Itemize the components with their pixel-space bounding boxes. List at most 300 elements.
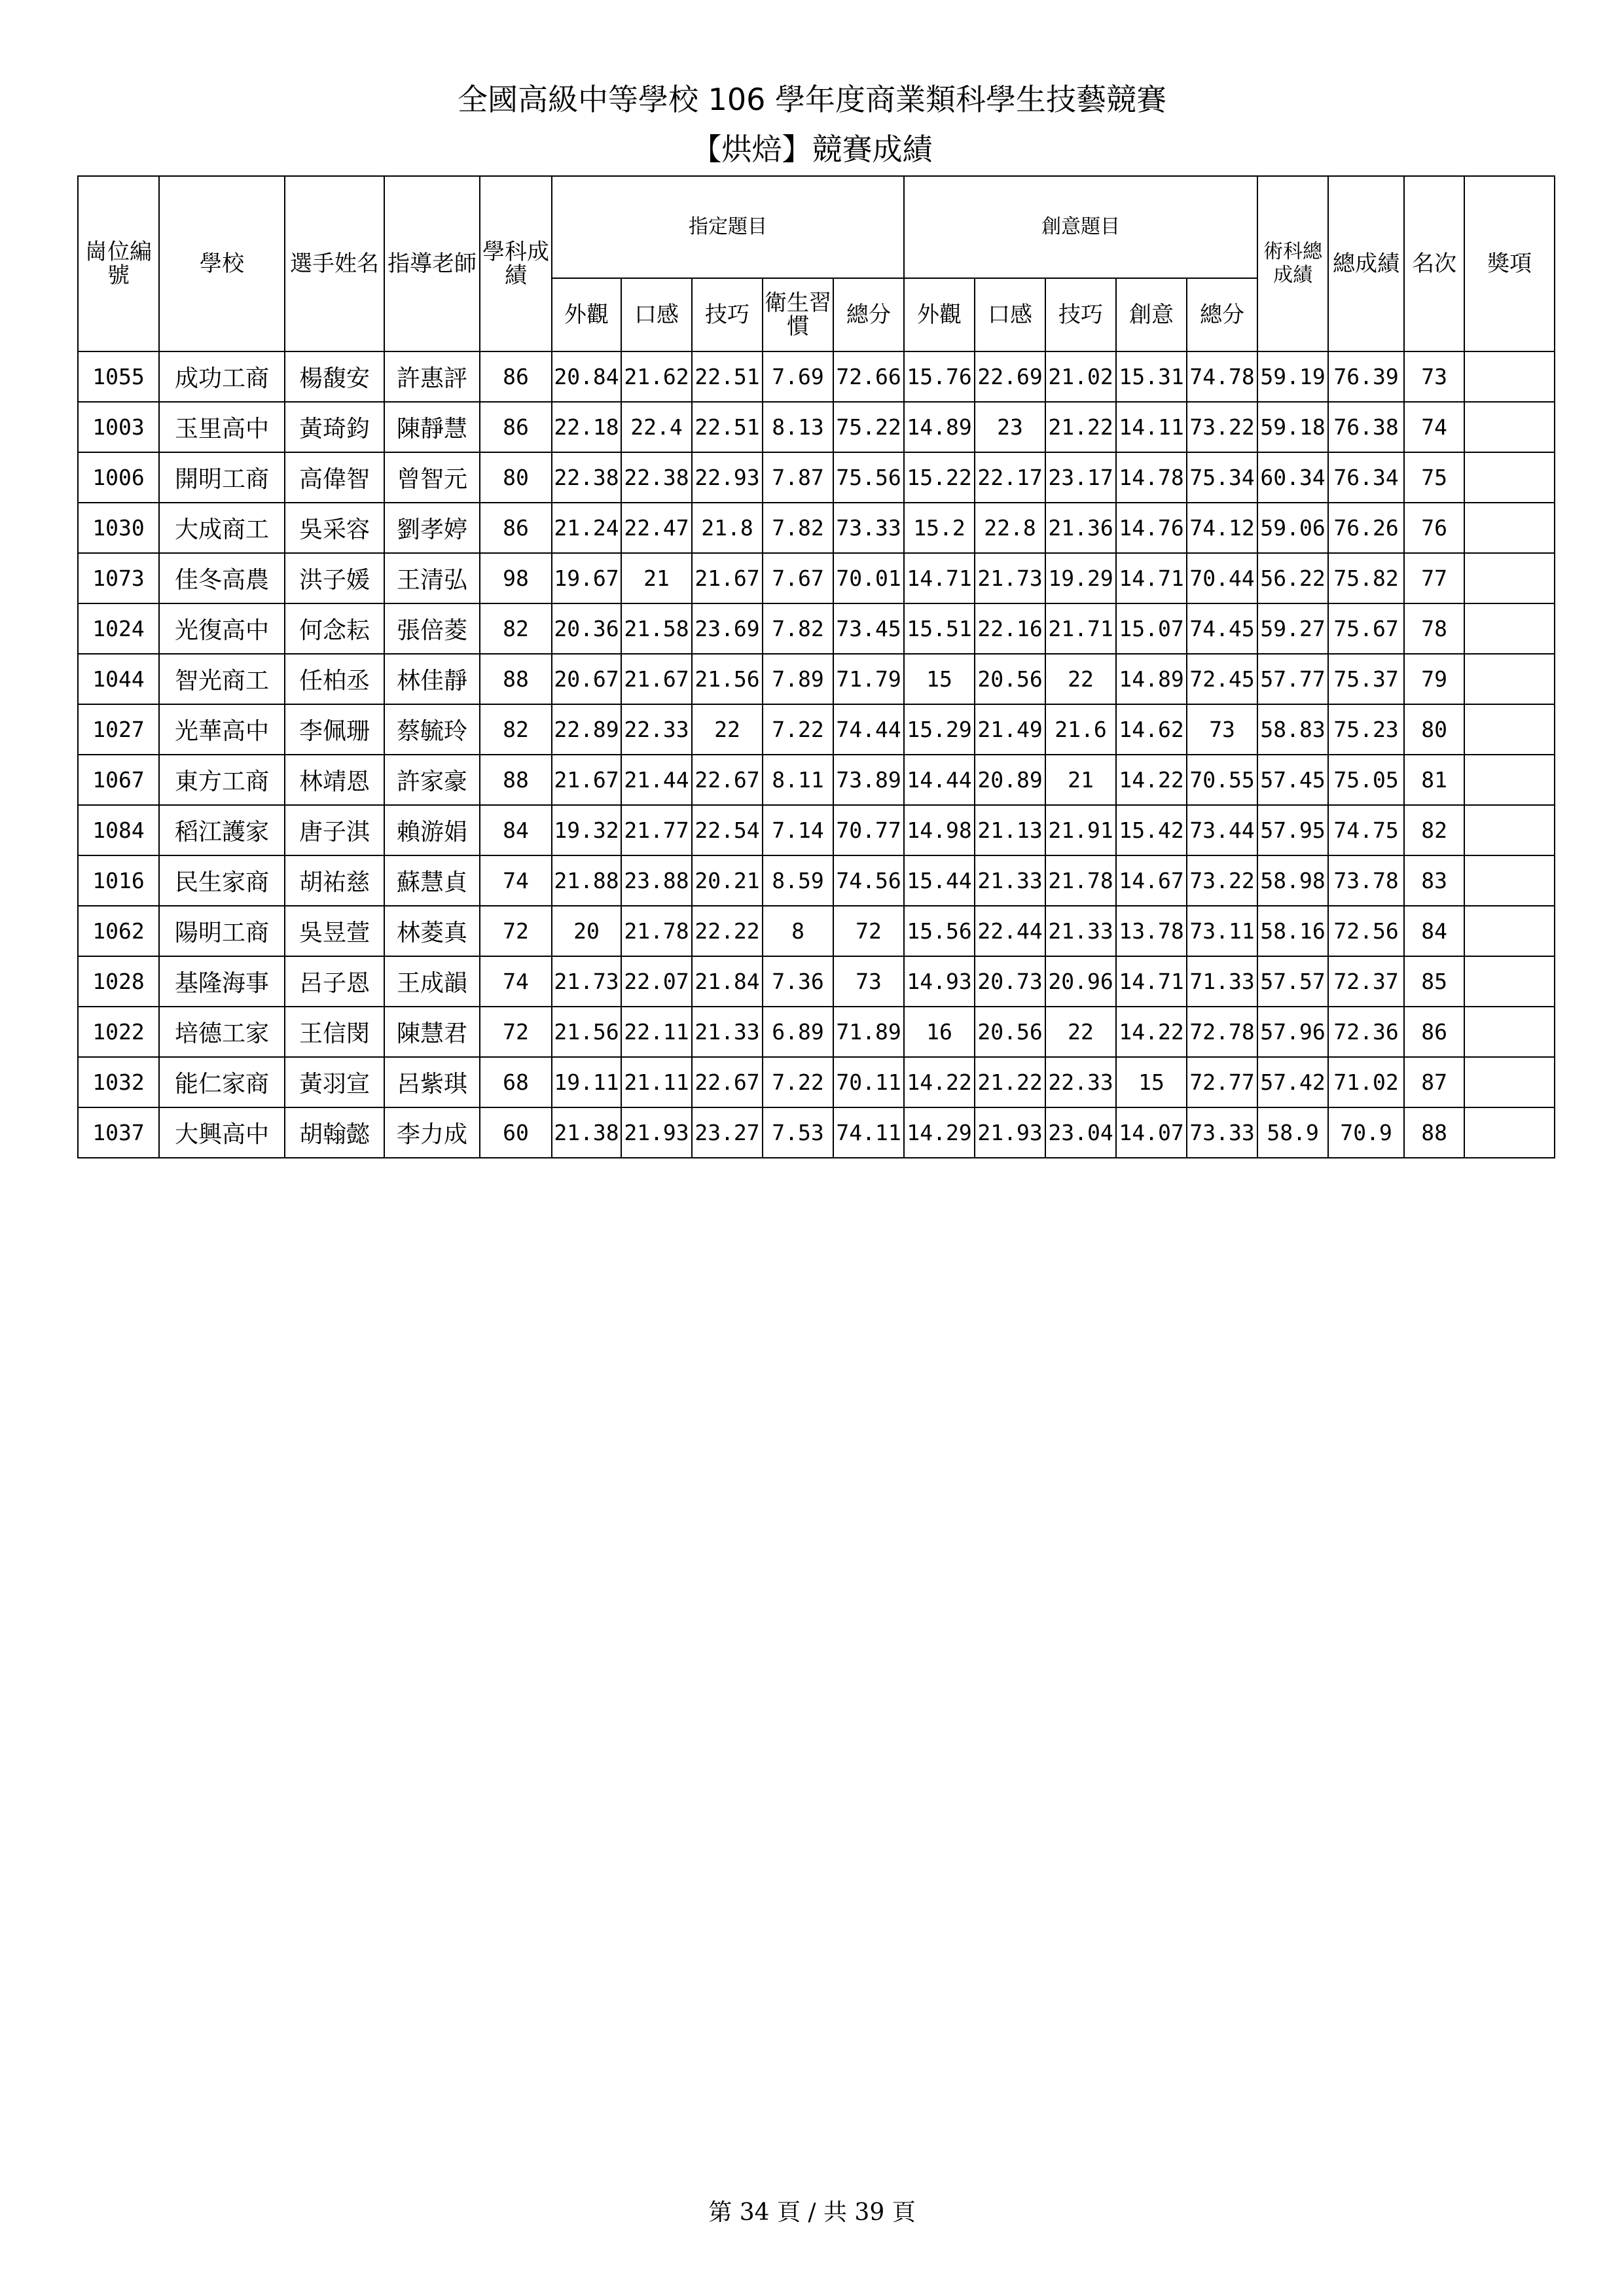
- cell-a-subtotal: 73.33: [833, 503, 904, 553]
- cell-school: 光復高中: [159, 603, 285, 654]
- cell-school: 能仁家商: [159, 1057, 285, 1107]
- cell-a-hygiene: 7.36: [763, 956, 833, 1007]
- cell-total: 75.23: [1328, 704, 1404, 755]
- cell-technical-total: 58.9: [1257, 1107, 1328, 1158]
- cell-total: 75.82: [1328, 553, 1404, 603]
- cell-c-subtotal: 73.22: [1187, 855, 1257, 906]
- cell-technical-total: 57.42: [1257, 1057, 1328, 1107]
- cell-c-taste: 20.89: [975, 755, 1045, 805]
- cell-a-appearance: 21.38: [552, 1107, 621, 1158]
- cell-c-subtotal: 74.12: [1187, 503, 1257, 553]
- cell-rank: 80: [1404, 704, 1464, 755]
- cell-c-subtotal: 70.44: [1187, 553, 1257, 603]
- cell-c-appearance: 15.76: [904, 351, 975, 402]
- cell-a-taste: 21.44: [621, 755, 692, 805]
- cell-academic: 80: [480, 452, 552, 503]
- cell-a-appearance: 20.36: [552, 603, 621, 654]
- table-row: [78, 603, 1555, 654]
- cell-c-creativity: 14.62: [1116, 704, 1187, 755]
- cell-school: 成功工商: [159, 351, 285, 402]
- cell-teacher: 林佳靜: [384, 654, 480, 704]
- cell-station: 1032: [78, 1057, 159, 1107]
- cell-total: 75.05: [1328, 755, 1404, 805]
- cell-c-skill: 23.04: [1045, 1107, 1116, 1158]
- cell-student: 李佩珊: [285, 704, 384, 755]
- cell-c-skill: 22: [1045, 1007, 1116, 1057]
- cell-c-taste: 21.93: [975, 1107, 1045, 1158]
- cell-c-appearance: 15.51: [904, 603, 975, 654]
- cell-technical-total: 58.16: [1257, 906, 1328, 956]
- cell-c-taste: 22.44: [975, 906, 1045, 956]
- cell-c-subtotal: 73.44: [1187, 805, 1257, 855]
- header-academic: 學科成績: [480, 176, 552, 351]
- cell-a-hygiene: 7.67: [763, 553, 833, 603]
- table-row: [78, 402, 1555, 452]
- cell-technical-total: 59.06: [1257, 503, 1328, 553]
- cell-a-skill: 21.33: [692, 1007, 763, 1057]
- cell-a-skill: 23.69: [692, 603, 763, 654]
- cell-a-hygiene: 7.53: [763, 1107, 833, 1158]
- cell-award: [1464, 351, 1555, 402]
- header-student: 選手姓名: [285, 176, 384, 351]
- cell-c-appearance: 14.22: [904, 1057, 975, 1107]
- cell-academic: 68: [480, 1057, 552, 1107]
- cell-a-taste: 21.58: [621, 603, 692, 654]
- cell-c-appearance: 14.29: [904, 1107, 975, 1158]
- page-footer: 第 34 頁 / 共 39 頁: [708, 2199, 916, 2226]
- cell-a-appearance: 21.73: [552, 956, 621, 1007]
- cell-a-appearance: 21.24: [552, 503, 621, 553]
- header-a-hygiene: 衛生習慣: [763, 278, 833, 351]
- cell-award: [1464, 805, 1555, 855]
- cell-a-hygiene: 7.82: [763, 503, 833, 553]
- cell-award: [1464, 1007, 1555, 1057]
- cell-award: [1464, 553, 1555, 603]
- cell-c-subtotal: 73.33: [1187, 1107, 1257, 1158]
- cell-station: 1003: [78, 402, 159, 452]
- table-row: [78, 956, 1555, 1007]
- cell-c-taste: 22.17: [975, 452, 1045, 503]
- cell-a-hygiene: 7.82: [763, 603, 833, 654]
- cell-student: 胡祐慈: [285, 855, 384, 906]
- cell-total: 76.26: [1328, 503, 1404, 553]
- cell-a-taste: 22.33: [621, 704, 692, 755]
- cell-school: 基隆海事: [159, 956, 285, 1007]
- cell-c-skill: 21.91: [1045, 805, 1116, 855]
- cell-c-appearance: 14.98: [904, 805, 975, 855]
- cell-a-hygiene: 8.11: [763, 755, 833, 805]
- cell-a-hygiene: 8.59: [763, 855, 833, 906]
- cell-technical-total: 60.34: [1257, 452, 1328, 503]
- cell-teacher: 王清弘: [384, 553, 480, 603]
- header-total: 總成績: [1328, 176, 1404, 351]
- cell-academic: 86: [480, 402, 552, 452]
- cell-c-creativity: 14.07: [1116, 1107, 1187, 1158]
- cell-technical-total: 57.57: [1257, 956, 1328, 1007]
- cell-a-skill: 22.51: [692, 402, 763, 452]
- cell-a-taste: 22.38: [621, 452, 692, 503]
- cell-academic: 86: [480, 503, 552, 553]
- cell-c-subtotal: 70.55: [1187, 755, 1257, 805]
- header-rank: 名次: [1404, 176, 1464, 351]
- cell-a-skill: 22.67: [692, 755, 763, 805]
- cell-a-subtotal: 74.44: [833, 704, 904, 755]
- cell-station: 1084: [78, 805, 159, 855]
- cell-teacher: 李力成: [384, 1107, 480, 1158]
- cell-station: 1027: [78, 704, 159, 755]
- cell-student: 林靖恩: [285, 755, 384, 805]
- header-award: 獎項: [1464, 176, 1555, 351]
- cell-total: 76.39: [1328, 351, 1404, 402]
- cell-c-taste: 21.22: [975, 1057, 1045, 1107]
- cell-station: 1055: [78, 351, 159, 402]
- cell-rank: 77: [1404, 553, 1464, 603]
- cell-c-skill: 21.78: [1045, 855, 1116, 906]
- cell-academic: 72: [480, 906, 552, 956]
- cell-technical-total: 58.98: [1257, 855, 1328, 906]
- cell-c-taste: 21.49: [975, 704, 1045, 755]
- cell-a-appearance: 20.67: [552, 654, 621, 704]
- cell-c-taste: 20.56: [975, 1007, 1045, 1057]
- cell-c-creativity: 14.89: [1116, 654, 1187, 704]
- cell-c-appearance: 15: [904, 654, 975, 704]
- cell-teacher: 陳靜慧: [384, 402, 480, 452]
- cell-school: 培德工家: [159, 1007, 285, 1057]
- cell-academic: 72: [480, 1007, 552, 1057]
- cell-c-subtotal: 72.45: [1187, 654, 1257, 704]
- cell-a-hygiene: 7.22: [763, 1057, 833, 1107]
- cell-a-taste: 21.78: [621, 906, 692, 956]
- cell-c-subtotal: 75.34: [1187, 452, 1257, 503]
- cell-school: 玉里高中: [159, 402, 285, 452]
- cell-academic: 74: [480, 956, 552, 1007]
- cell-c-skill: 21.71: [1045, 603, 1116, 654]
- cell-technical-total: 59.19: [1257, 351, 1328, 402]
- header-technical-total: 術科總成績: [1257, 176, 1328, 351]
- cell-technical-total: 59.27: [1257, 603, 1328, 654]
- cell-c-skill: 21.6: [1045, 704, 1116, 755]
- cell-student: 吳采容: [285, 503, 384, 553]
- cell-c-creativity: 15.31: [1116, 351, 1187, 402]
- header-station: 崗位編號: [78, 176, 159, 351]
- cell-total: 75.37: [1328, 654, 1404, 704]
- cell-award: [1464, 704, 1555, 755]
- cell-a-appearance: 19.11: [552, 1057, 621, 1107]
- cell-a-subtotal: 72.66: [833, 351, 904, 402]
- cell-station: 1006: [78, 452, 159, 503]
- cell-station: 1073: [78, 553, 159, 603]
- cell-a-subtotal: 70.77: [833, 805, 904, 855]
- cell-academic: 74: [480, 855, 552, 906]
- cell-teacher: 曾智元: [384, 452, 480, 503]
- cell-c-subtotal: 74.78: [1187, 351, 1257, 402]
- cell-a-skill: 22.22: [692, 906, 763, 956]
- cell-a-taste: 22.07: [621, 956, 692, 1007]
- table-row: [78, 704, 1555, 755]
- cell-total: 75.67: [1328, 603, 1404, 654]
- cell-a-subtotal: 74.11: [833, 1107, 904, 1158]
- cell-c-skill: 21.36: [1045, 503, 1116, 553]
- cell-station: 1024: [78, 603, 159, 654]
- cell-student: 黃琦鈞: [285, 402, 384, 452]
- cell-station: 1067: [78, 755, 159, 805]
- cell-c-subtotal: 74.45: [1187, 603, 1257, 654]
- cell-a-skill: 23.27: [692, 1107, 763, 1158]
- cell-academic: 82: [480, 704, 552, 755]
- cell-a-appearance: 22.89: [552, 704, 621, 755]
- cell-a-subtotal: 75.56: [833, 452, 904, 503]
- cell-academic: 88: [480, 755, 552, 805]
- cell-a-appearance: 22.38: [552, 452, 621, 503]
- cell-c-creativity: 15.07: [1116, 603, 1187, 654]
- cell-c-creativity: 14.22: [1116, 755, 1187, 805]
- cell-rank: 86: [1404, 1007, 1464, 1057]
- cell-school: 大興高中: [159, 1107, 285, 1158]
- cell-school: 民生家商: [159, 855, 285, 906]
- cell-a-appearance: 19.67: [552, 553, 621, 603]
- cell-rank: 88: [1404, 1107, 1464, 1158]
- cell-a-taste: 21: [621, 553, 692, 603]
- cell-c-creativity: 14.22: [1116, 1007, 1187, 1057]
- cell-award: [1464, 956, 1555, 1007]
- cell-a-subtotal: 74.56: [833, 855, 904, 906]
- table-row: [78, 755, 1555, 805]
- table-row: [78, 906, 1555, 956]
- cell-c-appearance: 15.29: [904, 704, 975, 755]
- cell-rank: 81: [1404, 755, 1464, 805]
- cell-a-appearance: 21.88: [552, 855, 621, 906]
- cell-rank: 76: [1404, 503, 1464, 553]
- cell-student: 楊馥安: [285, 351, 384, 402]
- page-subtitle: 【烘焙】競賽成績: [691, 132, 933, 167]
- cell-rank: 82: [1404, 805, 1464, 855]
- cell-academic: 82: [480, 603, 552, 654]
- cell-school: 光華高中: [159, 704, 285, 755]
- cell-station: 1037: [78, 1107, 159, 1158]
- cell-teacher: 張倍菱: [384, 603, 480, 654]
- table-row: [78, 855, 1555, 906]
- cell-teacher: 賴游娟: [384, 805, 480, 855]
- cell-teacher: 許家豪: [384, 755, 480, 805]
- cell-award: [1464, 503, 1555, 553]
- header-c-taste: 口感: [975, 278, 1045, 351]
- cell-a-subtotal: 73.89: [833, 755, 904, 805]
- cell-c-appearance: 14.71: [904, 553, 975, 603]
- cell-total: 72.36: [1328, 1007, 1404, 1057]
- cell-c-subtotal: 72.77: [1187, 1057, 1257, 1107]
- cell-a-appearance: 20.84: [552, 351, 621, 402]
- cell-station: 1044: [78, 654, 159, 704]
- cell-a-subtotal: 73.45: [833, 603, 904, 654]
- cell-a-skill: 22: [692, 704, 763, 755]
- cell-rank: 73: [1404, 351, 1464, 402]
- cell-student: 黃羽宣: [285, 1057, 384, 1107]
- cell-technical-total: 57.45: [1257, 755, 1328, 805]
- cell-a-subtotal: 71.89: [833, 1007, 904, 1057]
- cell-award: [1464, 1107, 1555, 1158]
- cell-c-creativity: 14.78: [1116, 452, 1187, 503]
- cell-a-skill: 20.21: [692, 855, 763, 906]
- cell-student: 洪子媛: [285, 553, 384, 603]
- cell-a-taste: 23.88: [621, 855, 692, 906]
- cell-award: [1464, 906, 1555, 956]
- cell-a-hygiene: 7.89: [763, 654, 833, 704]
- cell-school: 開明工商: [159, 452, 285, 503]
- cell-station: 1016: [78, 855, 159, 906]
- cell-a-appearance: 21.67: [552, 755, 621, 805]
- cell-a-skill: 21.84: [692, 956, 763, 1007]
- cell-c-appearance: 15.56: [904, 906, 975, 956]
- cell-total: 76.34: [1328, 452, 1404, 503]
- header-c-skill: 技巧: [1045, 278, 1116, 351]
- cell-total: 70.9: [1328, 1107, 1404, 1158]
- cell-c-creativity: 14.71: [1116, 956, 1187, 1007]
- cell-c-taste: 22.16: [975, 603, 1045, 654]
- cell-c-skill: 21.22: [1045, 402, 1116, 452]
- cell-teacher: 劉孝婷: [384, 503, 480, 553]
- cell-student: 王信閔: [285, 1007, 384, 1057]
- cell-a-subtotal: 72: [833, 906, 904, 956]
- header-teacher: 指導老師: [384, 176, 480, 351]
- cell-a-hygiene: 7.22: [763, 704, 833, 755]
- cell-a-subtotal: 73: [833, 956, 904, 1007]
- cell-total: 72.56: [1328, 906, 1404, 956]
- cell-station: 1022: [78, 1007, 159, 1057]
- cell-school: 東方工商: [159, 755, 285, 805]
- table-row: [78, 1057, 1555, 1107]
- cell-rank: 78: [1404, 603, 1464, 654]
- cell-c-skill: 20.96: [1045, 956, 1116, 1007]
- cell-a-taste: 21.62: [621, 351, 692, 402]
- cell-a-subtotal: 71.79: [833, 654, 904, 704]
- cell-student: 高偉智: [285, 452, 384, 503]
- cell-award: [1464, 855, 1555, 906]
- cell-a-appearance: 21.56: [552, 1007, 621, 1057]
- cell-technical-total: 59.18: [1257, 402, 1328, 452]
- cell-a-hygiene: 7.87: [763, 452, 833, 503]
- cell-school: 大成商工: [159, 503, 285, 553]
- cell-a-appearance: 20: [552, 906, 621, 956]
- cell-c-appearance: 15.22: [904, 452, 975, 503]
- cell-c-skill: 21: [1045, 755, 1116, 805]
- header-c-creativity: 創意: [1116, 278, 1187, 351]
- cell-a-skill: 22.93: [692, 452, 763, 503]
- cell-c-appearance: 14.89: [904, 402, 975, 452]
- cell-a-skill: 21.67: [692, 553, 763, 603]
- table-row: [78, 553, 1555, 603]
- cell-a-subtotal: 70.11: [833, 1057, 904, 1107]
- page-title: 全國高級中等學校 106 學年度商業類科學生技藝競賽: [457, 82, 1167, 117]
- cell-station: 1062: [78, 906, 159, 956]
- cell-award: [1464, 452, 1555, 503]
- cell-c-creativity: 14.11: [1116, 402, 1187, 452]
- cell-academic: 60: [480, 1107, 552, 1158]
- cell-technical-total: 57.95: [1257, 805, 1328, 855]
- cell-c-taste: 21.73: [975, 553, 1045, 603]
- cell-rank: 87: [1404, 1057, 1464, 1107]
- cell-c-skill: 21.02: [1045, 351, 1116, 402]
- cell-a-taste: 21.11: [621, 1057, 692, 1107]
- cell-academic: 86: [480, 351, 552, 402]
- cell-c-skill: 23.17: [1045, 452, 1116, 503]
- cell-station: 1028: [78, 956, 159, 1007]
- cell-student: 呂子恩: [285, 956, 384, 1007]
- cell-rank: 84: [1404, 906, 1464, 956]
- cell-total: 73.78: [1328, 855, 1404, 906]
- cell-school: 智光商工: [159, 654, 285, 704]
- cell-award: [1464, 654, 1555, 704]
- cell-academic: 84: [480, 805, 552, 855]
- cell-student: 何念耘: [285, 603, 384, 654]
- header-a-skill: 技巧: [692, 278, 763, 351]
- cell-teacher: 王成韻: [384, 956, 480, 1007]
- table-row: [78, 503, 1555, 553]
- cell-c-creativity: 13.78: [1116, 906, 1187, 956]
- cell-c-subtotal: 72.78: [1187, 1007, 1257, 1057]
- cell-a-appearance: 22.18: [552, 402, 621, 452]
- header-c-appearance: 外觀: [904, 278, 975, 351]
- cell-c-creativity: 14.71: [1116, 553, 1187, 603]
- results-table: [77, 175, 1555, 1158]
- cell-total: 74.75: [1328, 805, 1404, 855]
- cell-c-subtotal: 73.11: [1187, 906, 1257, 956]
- header-c-subtotal: 總分: [1187, 278, 1257, 351]
- cell-rank: 79: [1404, 654, 1464, 704]
- cell-c-appearance: 15.2: [904, 503, 975, 553]
- header-assigned-group: 指定題目: [552, 176, 904, 278]
- cell-award: [1464, 755, 1555, 805]
- cell-c-taste: 21.33: [975, 855, 1045, 906]
- cell-a-taste: 21.67: [621, 654, 692, 704]
- cell-c-taste: 22.8: [975, 503, 1045, 553]
- cell-teacher: 陳慧君: [384, 1007, 480, 1057]
- header-a-taste: 口感: [621, 278, 692, 351]
- cell-teacher: 蘇慧貞: [384, 855, 480, 906]
- cell-a-skill: 21.56: [692, 654, 763, 704]
- cell-c-appearance: 14.44: [904, 755, 975, 805]
- cell-c-appearance: 15.44: [904, 855, 975, 906]
- cell-technical-total: 58.83: [1257, 704, 1328, 755]
- header-creative-group: 創意題目: [904, 176, 1257, 278]
- cell-a-hygiene: 7.14: [763, 805, 833, 855]
- table-row: [78, 452, 1555, 503]
- cell-award: [1464, 1057, 1555, 1107]
- cell-academic: 88: [480, 654, 552, 704]
- header-a-appearance: 外觀: [552, 278, 621, 351]
- cell-a-hygiene: 8.13: [763, 402, 833, 452]
- table-row: [78, 805, 1555, 855]
- cell-c-subtotal: 71.33: [1187, 956, 1257, 1007]
- cell-c-subtotal: 73.22: [1187, 402, 1257, 452]
- cell-teacher: 林菱真: [384, 906, 480, 956]
- cell-student: 唐子淇: [285, 805, 384, 855]
- cell-award: [1464, 603, 1555, 654]
- cell-school: 佳冬高農: [159, 553, 285, 603]
- cell-a-subtotal: 75.22: [833, 402, 904, 452]
- cell-student: 吳昱萱: [285, 906, 384, 956]
- cell-rank: 85: [1404, 956, 1464, 1007]
- cell-rank: 75: [1404, 452, 1464, 503]
- cell-school: 稻江護家: [159, 805, 285, 855]
- cell-a-skill: 22.51: [692, 351, 763, 402]
- cell-a-appearance: 19.32: [552, 805, 621, 855]
- cell-c-skill: 21.33: [1045, 906, 1116, 956]
- cell-c-taste: 20.73: [975, 956, 1045, 1007]
- cell-station: 1030: [78, 503, 159, 553]
- cell-technical-total: 56.22: [1257, 553, 1328, 603]
- cell-teacher: 呂紫琪: [384, 1057, 480, 1107]
- cell-c-taste: 22.69: [975, 351, 1045, 402]
